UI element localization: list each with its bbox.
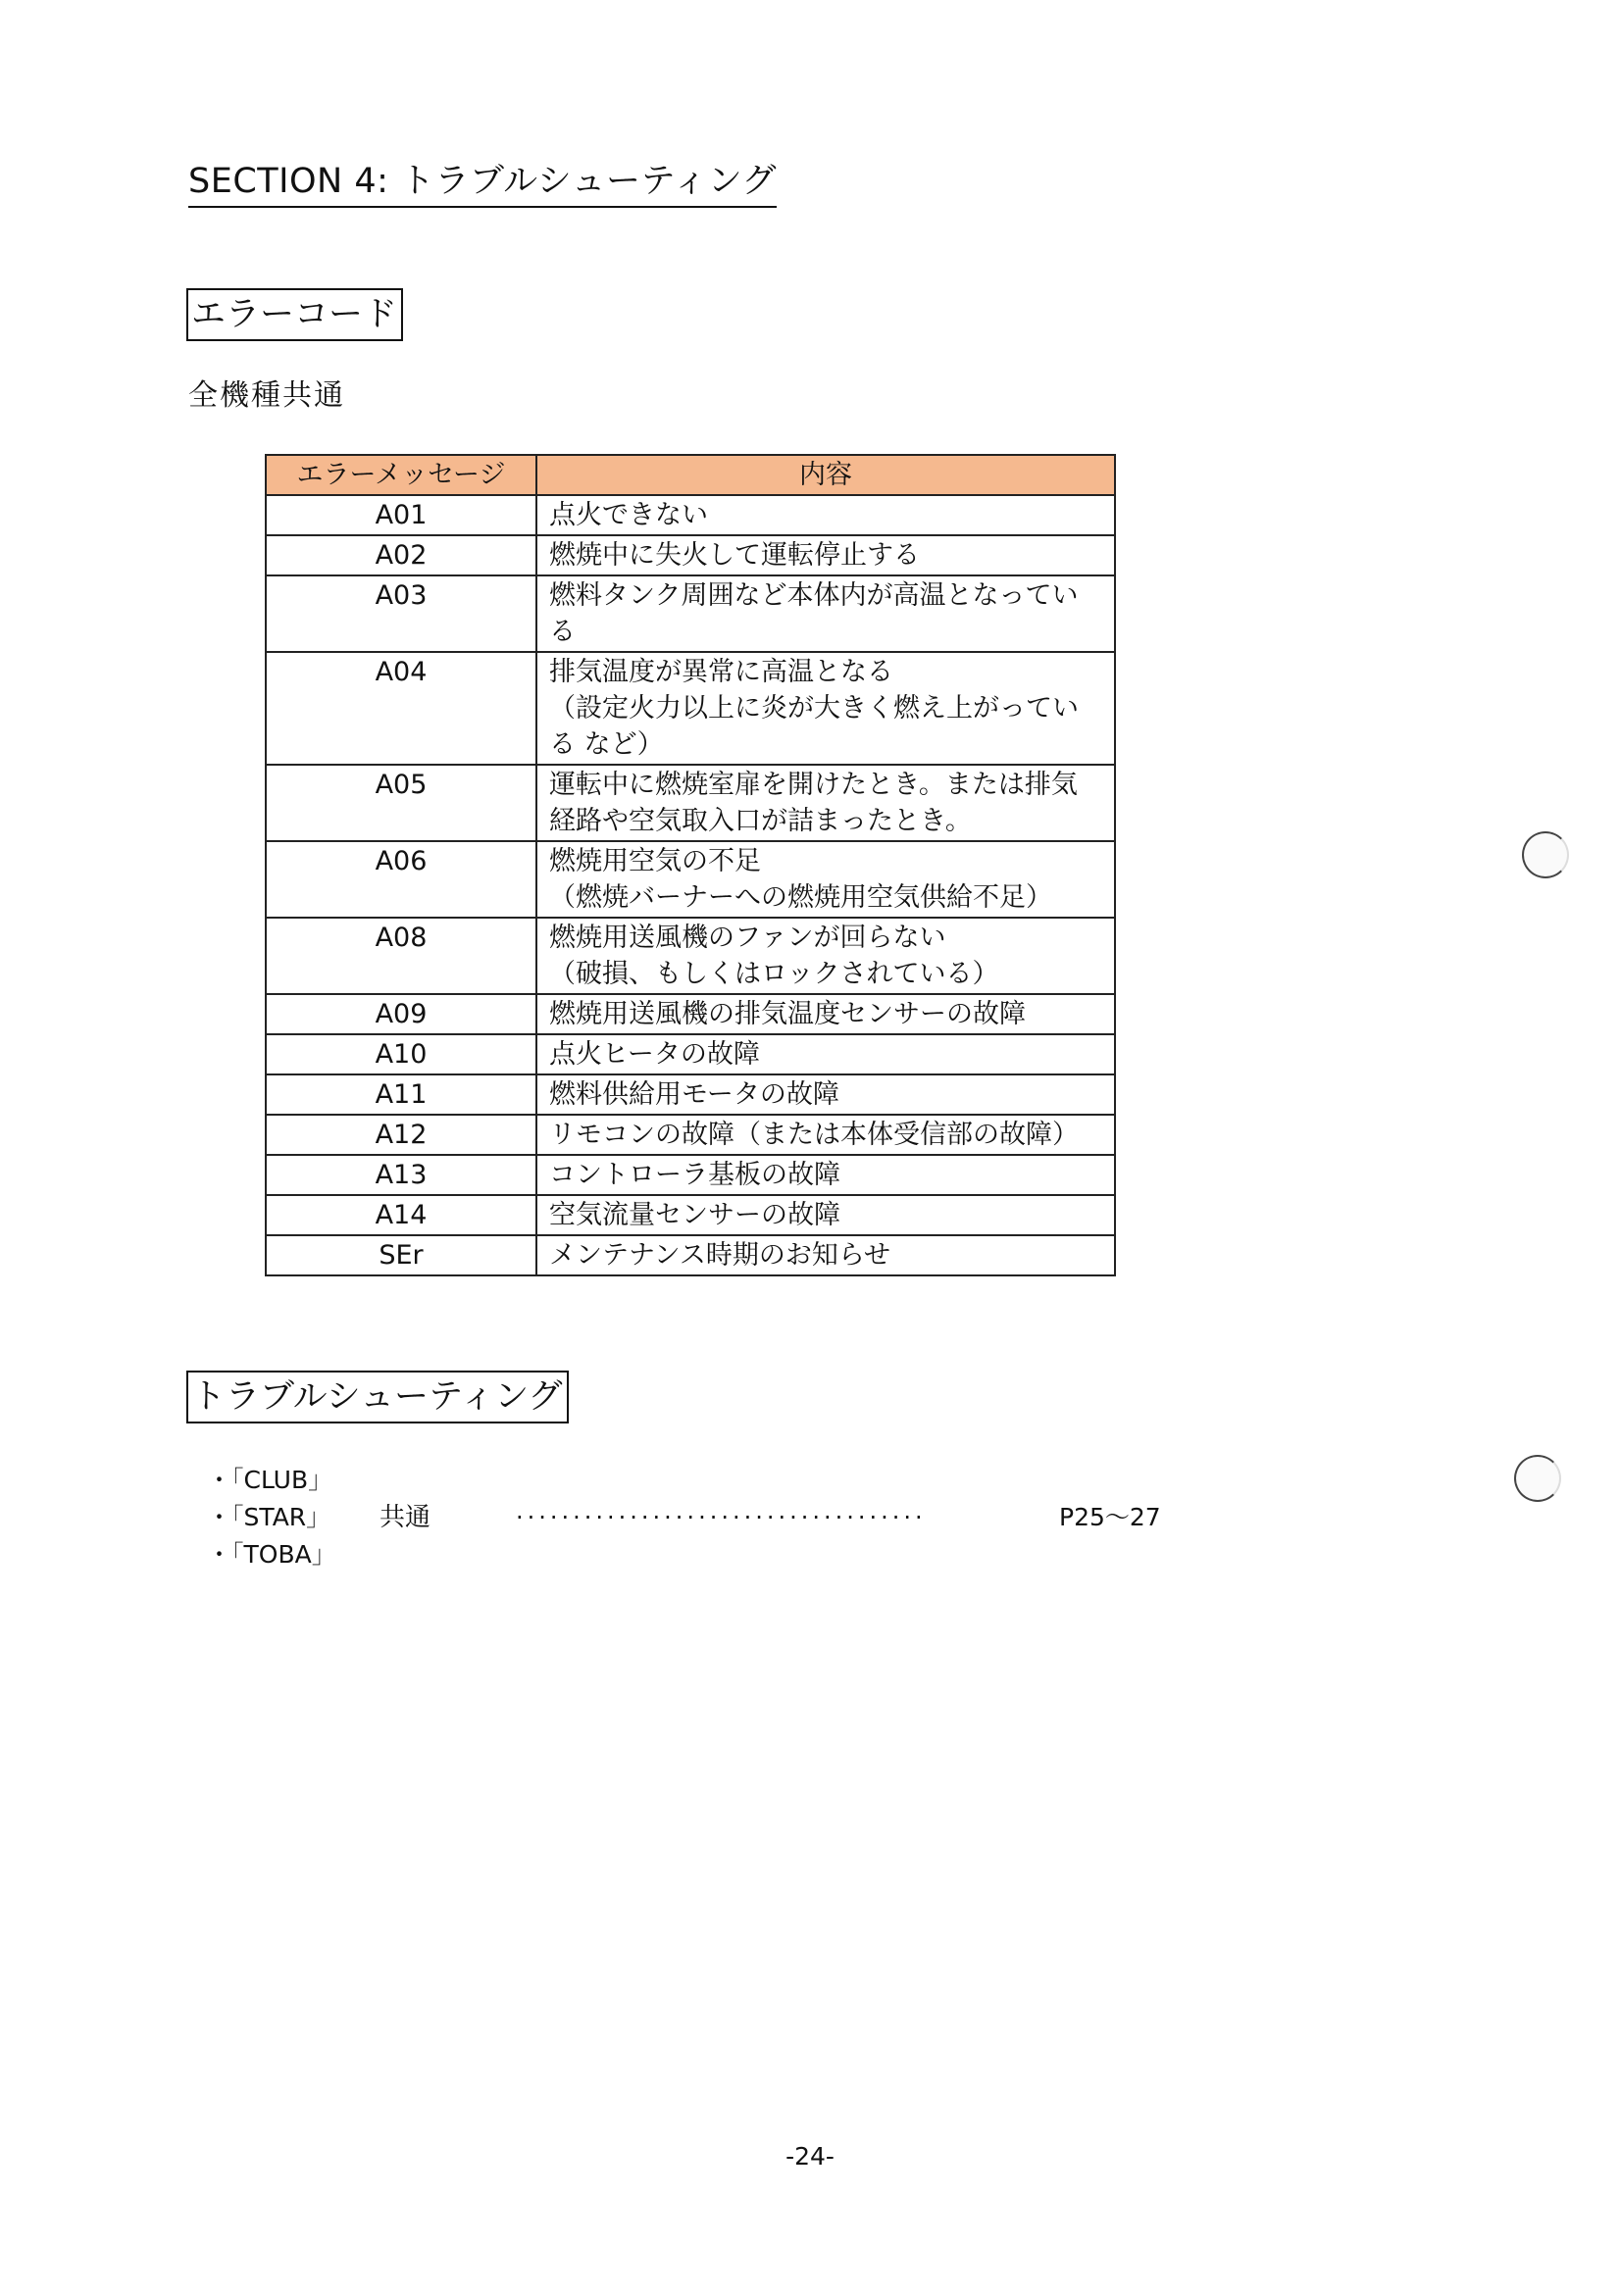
table-row <box>266 994 1115 1034</box>
error-code-cell: A03 <box>266 575 536 652</box>
model-item-star: ・「STAR」 <box>207 1503 331 1531</box>
model-item-toba: ・「TOBA」 <box>207 1540 336 1569</box>
leader-dots: ···································· <box>516 1504 927 1531</box>
error-code-cell: A12 <box>266 1115 536 1155</box>
table-row <box>266 1155 1115 1195</box>
page-number: -24- <box>785 2142 835 2171</box>
punch-hole-icon <box>1514 1455 1561 1502</box>
error-description-cell: リモコンの故障（または本体受信部の故障） <box>536 1115 1115 1155</box>
error-description-cell: 燃焼用空気の不足 （燃焼バーナーへの燃焼用空気供給不足） <box>536 841 1115 918</box>
error-description-cell: 点火できない <box>536 495 1115 535</box>
error-description-cell: 燃焼用送風機のファンが回らない （破損、もしくはロックされている） <box>536 918 1115 994</box>
error-description-cell: 空気流量センサーの故障 <box>536 1195 1115 1235</box>
table-header-row <box>266 455 1115 495</box>
all-models-subheading: 全機種共通 <box>188 378 345 413</box>
error-description-cell: 排気温度が異常に高温となる （設定火力以上に炎が大きく燃え上がってい る など） <box>536 652 1115 765</box>
error-code-cell: A08 <box>266 918 536 994</box>
error-code-cell: A09 <box>266 994 536 1034</box>
error-description-cell: 燃料タンク周囲など本体内が高温となってい る <box>536 575 1115 652</box>
error-description-cell: メンテナンス時期のお知らせ <box>536 1235 1115 1275</box>
table-row <box>266 652 1115 765</box>
error-code-cell: A06 <box>266 841 536 918</box>
error-code-cell: A13 <box>266 1155 536 1195</box>
table-row <box>266 575 1115 652</box>
section-title: SECTION 4: トラブルシューティング <box>188 160 777 208</box>
error-description-cell: 燃焼中に失火して運転停止する <box>536 535 1115 575</box>
error-code-cell: A11 <box>266 1074 536 1115</box>
column-header-message: エラーメッセージ <box>266 455 536 495</box>
table-row <box>266 765 1115 841</box>
punch-hole-icon <box>1522 831 1569 878</box>
error-code-heading: エラーコード <box>186 288 403 341</box>
error-table-body <box>266 495 1115 1275</box>
table-row <box>266 1034 1115 1074</box>
table-row <box>266 841 1115 918</box>
error-description-cell: 運転中に燃焼室扉を開けたとき。または排気 経路や空気取入口が詰まったとき。 <box>536 765 1115 841</box>
error-code-cell: A04 <box>266 652 536 765</box>
table-row <box>266 918 1115 994</box>
error-code-cell: A10 <box>266 1034 536 1074</box>
error-code-table <box>265 454 1116 1276</box>
common-label: 共通 <box>380 1503 431 1532</box>
table-row <box>266 495 1115 535</box>
error-description-cell: 点火ヒータの故障 <box>536 1034 1115 1074</box>
table-row <box>266 535 1115 575</box>
error-code-cell: A02 <box>266 535 536 575</box>
column-header-content: 内容 <box>536 455 1115 495</box>
table-row <box>266 1235 1115 1275</box>
model-item-club: ・「CLUB」 <box>207 1466 333 1494</box>
table-row <box>266 1115 1115 1155</box>
table-row <box>266 1195 1115 1235</box>
error-code-cell: SEr <box>266 1235 536 1275</box>
table-row <box>266 1074 1115 1115</box>
error-description-cell: 燃焼用送風機の排気温度センサーの故障 <box>536 994 1115 1034</box>
error-description-cell: コントローラ基板の故障 <box>536 1155 1115 1195</box>
error-code-cell: A05 <box>266 765 536 841</box>
error-code-cell: A01 <box>266 495 536 535</box>
troubleshooting-heading: トラブルシューティング <box>186 1371 569 1423</box>
error-code-cell: A14 <box>266 1195 536 1235</box>
model-list <box>207 1462 336 1573</box>
page-reference: P25～27 <box>1059 1503 1161 1531</box>
error-description-cell: 燃料供給用モータの故障 <box>536 1074 1115 1115</box>
